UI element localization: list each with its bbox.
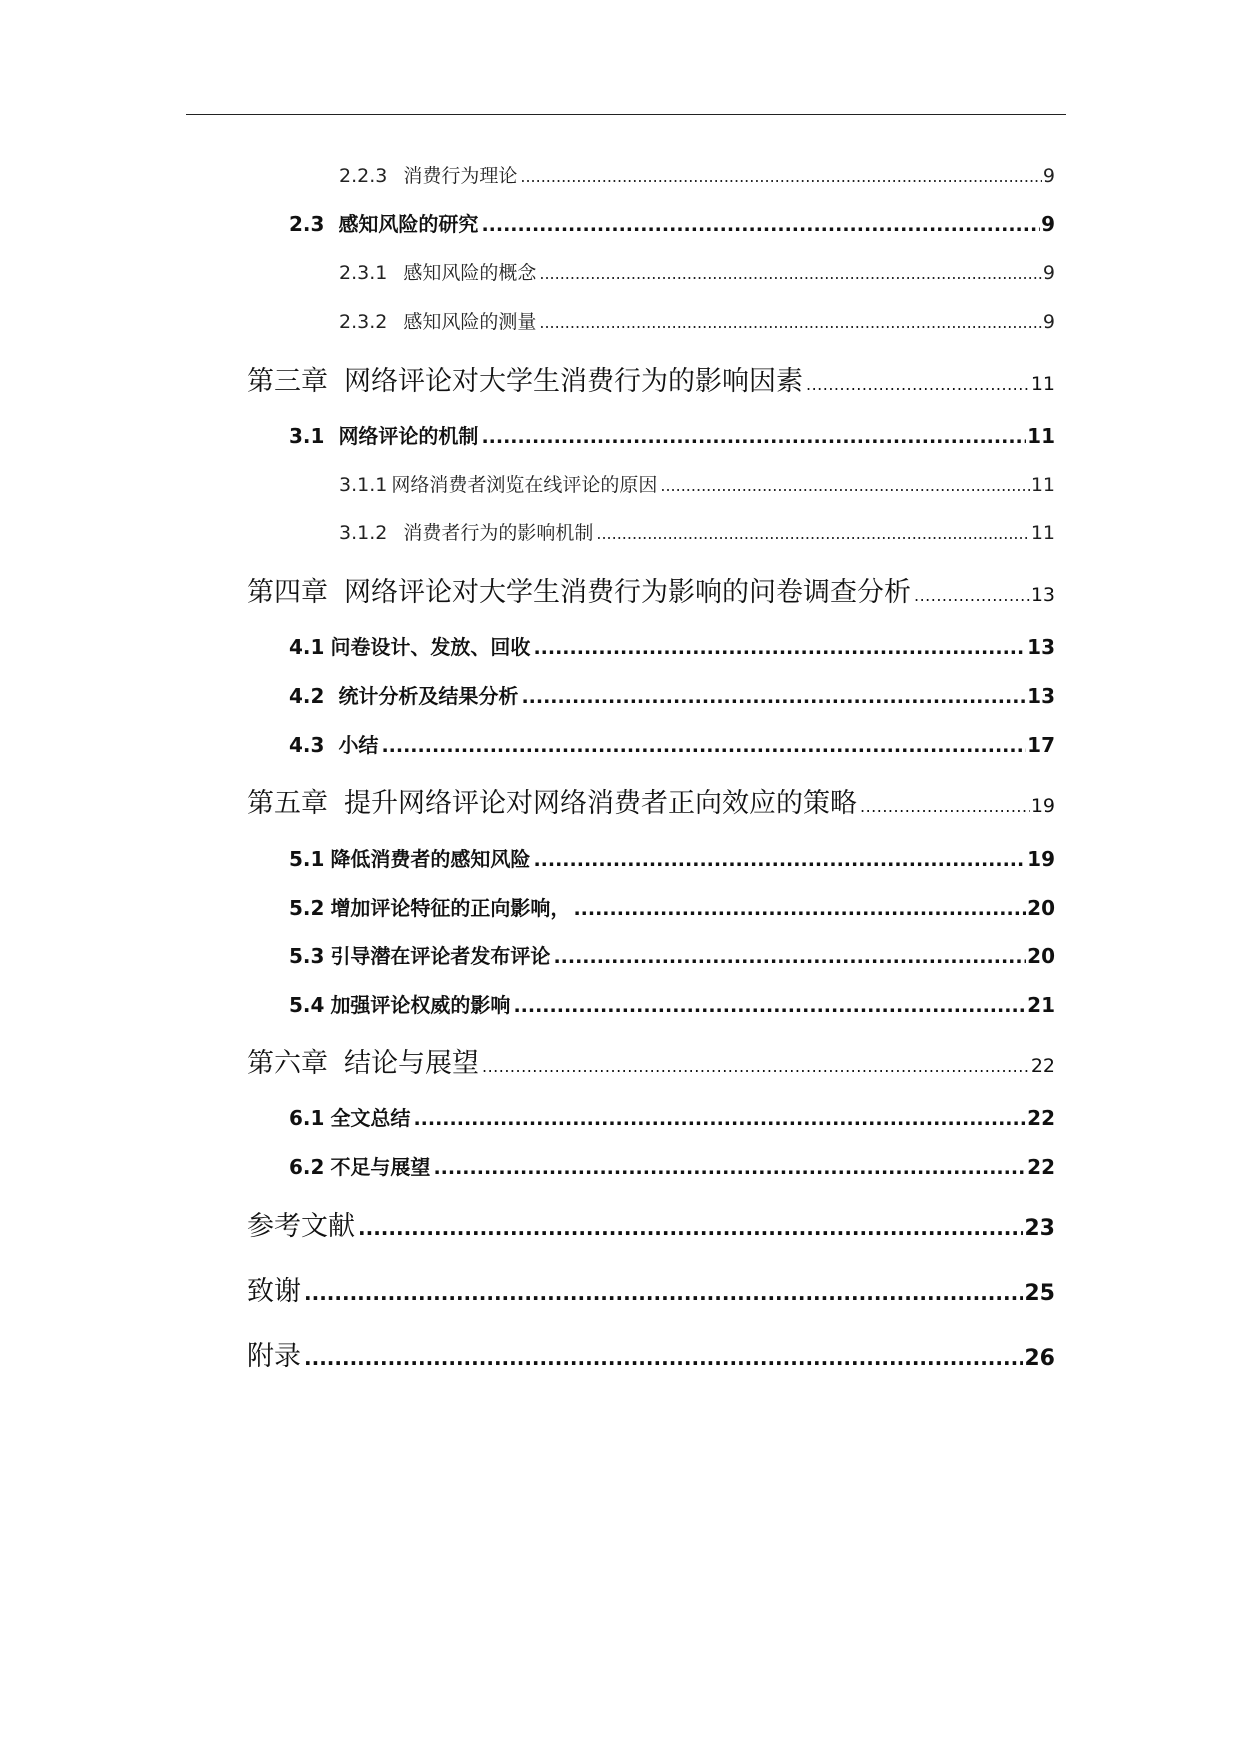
toc-entry-number: 第三章 (247, 366, 328, 397)
dot-leader (660, 470, 1029, 502)
toc-entry-page: 9 (1042, 262, 1055, 284)
dot-leader (806, 365, 1030, 405)
toc-entry-2-2-3[interactable] (339, 160, 1055, 192)
toc-entry-number: 2.3.2 (339, 311, 388, 333)
toc-entry-number: 3.1 (289, 424, 325, 448)
dot-leader (482, 1047, 1030, 1087)
toc-entry-page: 11 (1030, 474, 1055, 496)
toc-entry-references[interactable] (247, 1207, 1055, 1247)
dot-leader (860, 787, 1030, 827)
dot-leader (381, 730, 1026, 762)
toc-entry-chapter-4[interactable] (247, 573, 1055, 613)
toc-entry-number: 5.3 (289, 944, 325, 968)
toc-entry-number: 6.2 (289, 1155, 325, 1179)
dot-leader (573, 893, 1026, 925)
toc-entry-page: 19 (1027, 847, 1055, 871)
toc-entry-number: 3.1.2 (339, 522, 388, 544)
toc-entry-title: 附录 (247, 1341, 301, 1372)
toc-entry-title: 不足与展望 (330, 1155, 431, 1179)
toc-entry-title: 致谢 (247, 1276, 301, 1307)
toc-entry-chapter-6[interactable] (247, 1044, 1055, 1084)
toc-entry-6-2[interactable] (289, 1151, 1055, 1183)
toc-entry-5-2[interactable] (289, 892, 1055, 924)
dot-leader (304, 1273, 1023, 1313)
toc-entry-2-3[interactable] (289, 208, 1055, 240)
toc-entry-page: 20 (1027, 944, 1055, 968)
toc-entry-5-1[interactable] (289, 843, 1055, 875)
toc-entry-number: 5.4 (289, 993, 325, 1017)
toc-entry-title: 加强评论权威的影响 (330, 993, 511, 1017)
toc-entry-title: 结论与展望 (344, 1048, 479, 1079)
toc-entry-page: 9 (1041, 212, 1055, 236)
dot-leader (481, 421, 1026, 453)
toc-entry-number: 第四章 (247, 577, 328, 608)
toc-entry-title: 参考文献 (247, 1211, 355, 1242)
toc-entry-page: 13 (1027, 684, 1055, 708)
toc-entry-page: 9 (1042, 311, 1055, 333)
toc-entry-page: 22 (1027, 1155, 1055, 1179)
toc-entry-number: 3.1.1 (339, 474, 388, 496)
toc-entry-3-1-2[interactable] (339, 517, 1055, 549)
dot-leader (358, 1208, 1023, 1248)
toc-entry-number: 4.2 (289, 684, 325, 708)
toc-entry-title: 感知风险的研究 (338, 212, 479, 236)
toc-entry-chapter-5[interactable] (247, 784, 1055, 824)
toc-entry-3-1[interactable] (289, 420, 1055, 452)
toc-entry-title: 消费行为理论 (403, 165, 518, 187)
toc-entry-5-3[interactable] (289, 940, 1055, 972)
toc-entry-title: 引导潜在评论者发布评论 (330, 944, 551, 968)
toc-entry-title: 网络评论对大学生消费行为影响的问卷调查分析 (344, 577, 911, 608)
dot-leader (914, 576, 1030, 616)
toc-entry-number: 2.2.3 (339, 165, 388, 187)
toc-entry-6-1[interactable] (289, 1102, 1055, 1134)
toc-entry-2-3-2[interactable] (339, 306, 1055, 338)
toc-entry-title: 降低消费者的感知风险 (330, 847, 531, 871)
dot-leader (433, 1152, 1026, 1184)
dot-leader (521, 681, 1026, 713)
dot-leader (539, 307, 1042, 339)
toc-entry-appendix[interactable] (247, 1337, 1055, 1377)
toc-entry-title: 增加评论特征的正向影响， (330, 896, 571, 920)
toc-entry-chapter-3[interactable] (247, 362, 1055, 402)
dot-leader (553, 941, 1026, 973)
toc-entry-title: 网络评论的机制 (338, 424, 479, 448)
toc-entry-number: 6.1 (289, 1106, 325, 1130)
toc-entry-title: 感知风险的测量 (403, 311, 537, 333)
toc-entry-2-3-1[interactable] (339, 257, 1055, 289)
toc-entry-title: 小结 (338, 733, 379, 757)
dot-leader (513, 990, 1026, 1022)
toc-entry-page: 11 (1027, 424, 1055, 448)
toc-entry-3-1-1[interactable] (339, 469, 1055, 501)
toc-entry-page: 26 (1024, 1346, 1055, 1371)
toc-entry-page: 17 (1027, 733, 1055, 757)
toc-entry-page: 20 (1027, 896, 1055, 920)
toc-entry-number: 4.3 (289, 733, 325, 757)
toc-entry-title: 网络消费者浏览在线评论的原因 (391, 474, 658, 496)
toc-entry-page: 11 (1030, 522, 1055, 544)
toc-entry-title: 问卷设计、发放、回收 (330, 635, 531, 659)
dot-leader (533, 844, 1026, 876)
dot-leader (481, 209, 1040, 241)
toc-entry-page: 21 (1027, 993, 1055, 1017)
toc-entry-number: 第五章 (247, 788, 328, 819)
toc-entry-page: 13 (1030, 584, 1055, 606)
dot-leader (533, 632, 1026, 664)
toc-entry-title: 统计分析及结果分析 (338, 684, 519, 708)
toc-entry-page: 11 (1030, 373, 1055, 395)
dot-leader (520, 161, 1042, 193)
toc-entry-acknowledgements[interactable] (247, 1272, 1055, 1312)
toc-entry-4-3[interactable] (289, 729, 1055, 761)
toc-entry-number: 2.3.1 (339, 262, 388, 284)
toc-entry-title: 消费者行为的影响机制 (403, 522, 594, 544)
toc-entry-title: 感知风险的概念 (403, 262, 537, 284)
toc-entry-number: 第六章 (247, 1048, 328, 1079)
toc-entry-number: 5.1 (289, 847, 325, 871)
toc-entry-page: 19 (1030, 795, 1055, 817)
toc-entry-page: 13 (1027, 635, 1055, 659)
toc-entry-4-1[interactable] (289, 631, 1055, 663)
toc-entry-title: 网络评论对大学生消费行为的影响因素 (344, 366, 803, 397)
dot-leader (539, 258, 1042, 290)
toc-entry-5-4[interactable] (289, 989, 1055, 1021)
toc-entry-page: 22 (1027, 1106, 1055, 1130)
toc-entry-page: 9 (1042, 165, 1055, 187)
toc-entry-number: 5.2 (289, 896, 325, 920)
dot-leader (596, 518, 1029, 550)
toc-entry-page: 22 (1030, 1055, 1055, 1077)
toc-entry-number: 2.3 (289, 212, 325, 236)
toc-entry-page: 23 (1024, 1216, 1055, 1241)
toc-entry-title: 全文总结 (330, 1106, 411, 1130)
toc-entry-number: 4.1 (289, 635, 325, 659)
toc-entry-page: 25 (1024, 1281, 1055, 1306)
dot-leader (413, 1103, 1026, 1135)
toc-entry-4-2[interactable] (289, 680, 1055, 712)
toc-entry-title: 提升网络评论对网络消费者正向效应的策略 (344, 788, 857, 819)
dot-leader (304, 1338, 1023, 1378)
